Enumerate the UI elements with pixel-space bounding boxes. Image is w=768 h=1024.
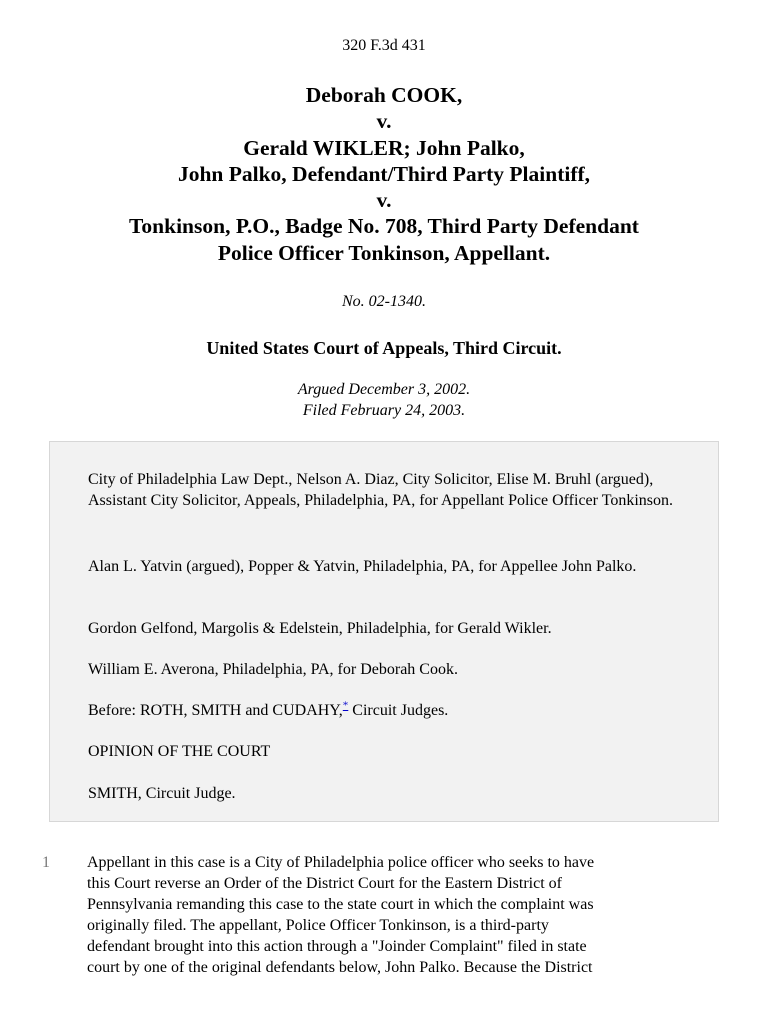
panel-judges <box>88 700 688 721</box>
opinion-heading: OPINION OF THE COURT <box>88 743 271 760</box>
counsel-cook: William E. Averona, Philadelphia, PA, for Deborah Cook. <box>88 661 458 678</box>
filed-date: Filed February 24, 2003. <box>302 402 466 419</box>
case-dates <box>0 379 768 421</box>
caption-line: Gerald WIKLER; John Palko, <box>243 135 525 160</box>
paragraph-line: Pennsylvania remanding this case to the state court in which the complaint was <box>87 896 594 913</box>
docket-number: No. 02-1340. <box>342 293 426 310</box>
caption-line: v. <box>376 188 392 213</box>
paragraph-line: Appellant in this case is a City of Philadelphia police officer who seeks to have <box>87 854 595 871</box>
opinion-author: SMITH, Circuit Judge. <box>88 785 236 802</box>
caption-line: Deborah COOK, <box>305 83 463 107</box>
court-name: United States Court of Appeals, Third Circuit. <box>206 338 562 358</box>
caption-line: John Palko, Defendant/Third Party Plaintiff, <box>177 161 591 186</box>
footnote-link[interactable]: * <box>342 699 349 712</box>
caption-line: v. <box>376 109 392 134</box>
counsel-appellant: City of Philadelphia Law Dept., Nelson A. Diaz, City Solicitor, Elise M. Bruhl (argued), Assistant City Solicitor, Appeals, Philadelphia, PA, for Appellant Police Officer Tonkinson. <box>88 471 674 509</box>
counsel-panel <box>49 441 719 822</box>
case-caption <box>0 82 768 266</box>
panel-judges-prefix: Before: ROTH, SMITH and CUDAHY, <box>88 702 343 719</box>
paragraph-line: this Court reverse an Order of the District Court for the Eastern District of <box>87 875 562 892</box>
paragraph-number: 1 <box>42 854 50 871</box>
paragraph-line: originally filed. The appellant, Police Officer Tonkinson, is a third-party <box>87 917 549 934</box>
reporter-citation: 320 F.3d 431 <box>342 37 426 54</box>
counsel-wikler: Gordon Gelfond, Margolis & Edelstein, Philadelphia, for Gerald Wikler. <box>88 620 552 637</box>
paragraph-line: court by one of the original defendants below, John Palko. Because the District <box>87 959 593 976</box>
opinion-paragraph <box>87 852 721 978</box>
paragraph-line: defendant brought into this action through a "Joinder Complaint" filed in state <box>87 938 587 955</box>
panel-judges-suffix: Circuit Judges. <box>348 702 449 719</box>
caption-line: Police Officer Tonkinson, Appellant. <box>217 240 551 265</box>
argued-date: Argued December 3, 2002. <box>297 381 471 398</box>
caption-line: Tonkinson, P.O., Badge No. 708, Third Party Defendant <box>129 214 639 239</box>
counsel-appellee: Alan L. Yatvin (argued), Popper & Yatvin, Philadelphia, PA, for Appellee John Palko. <box>88 558 637 575</box>
